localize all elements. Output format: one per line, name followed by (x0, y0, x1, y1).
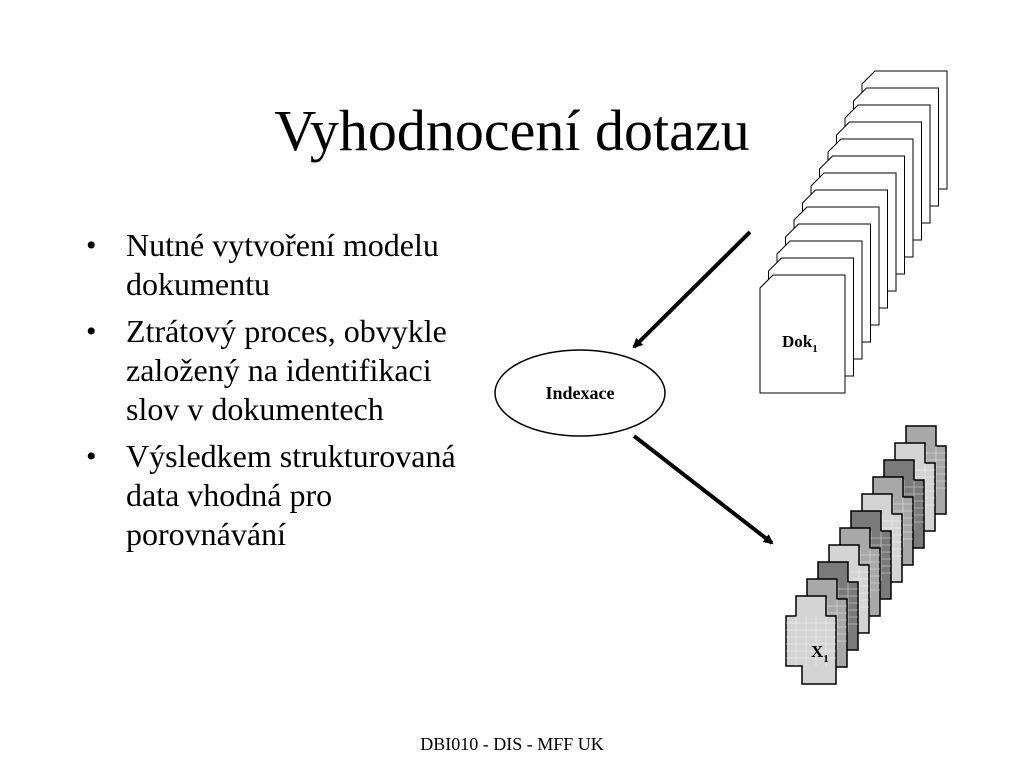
indexing-label: Indexace (545, 383, 615, 403)
bullet-icon: • (86, 440, 97, 473)
document-label: Dok$_1$ (782, 332, 818, 355)
bullet-text: Výsledkem strukturovaná data vhodná pro porovnávání (126, 438, 456, 552)
bullet-text: Nutné vytvoření modelu dokumentu (126, 227, 439, 302)
arrow-to-vectors (634, 436, 772, 543)
bullet-icon: • (86, 229, 97, 262)
vector-label: $X_1$ (811, 642, 829, 665)
bullet-text: Ztrátový proces, obvykle založený na identifikaci slov v dokumentech (126, 313, 447, 427)
bullet-icon: • (86, 315, 97, 348)
slide-title: Vyhodnocení dotazu (274, 98, 750, 163)
vector-stack (786, 426, 946, 684)
footer: DBI010 - DIS - MFF UK (420, 734, 604, 754)
arrow-to-indexing (634, 232, 750, 347)
